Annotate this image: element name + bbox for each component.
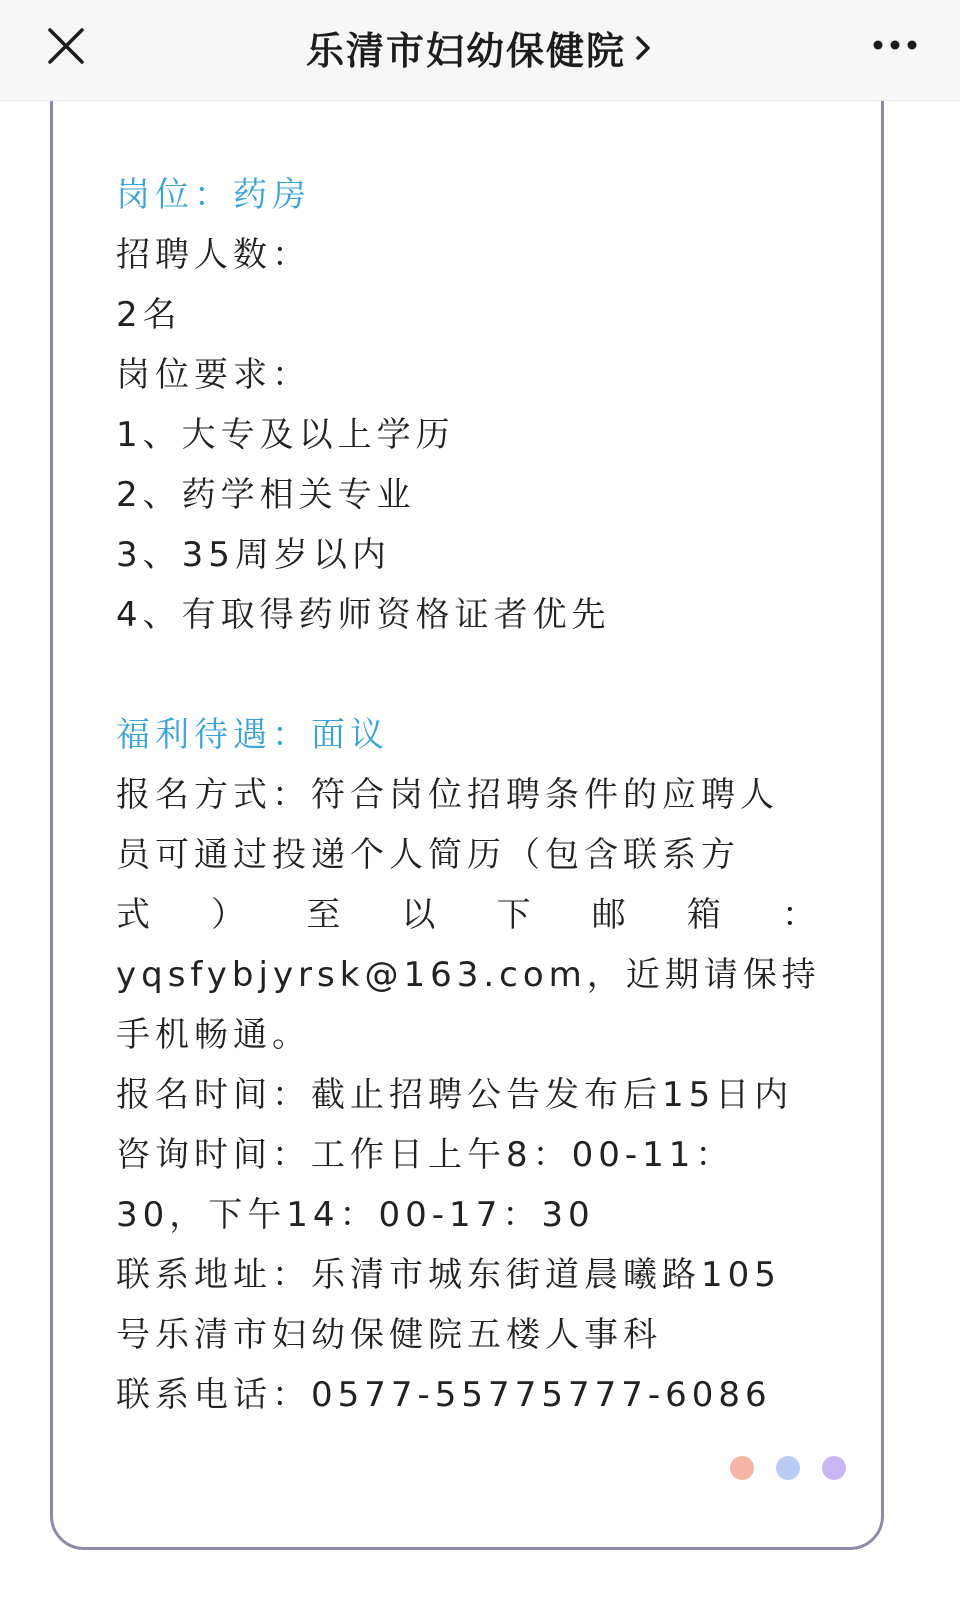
consult-time-line: 咨询时间：工作日上午8：00-11： [116,1135,735,1175]
dot-icon [776,1456,800,1480]
more-icon[interactable] [870,30,920,60]
apply-method-char: 下 [496,895,531,935]
chevron-right-icon [632,30,654,66]
dot-icon [822,1456,846,1480]
apply-method-char: ） [211,895,246,935]
apply-time-line: 报名时间：截止招聘公告发布后15日内 [116,1075,794,1115]
phone-line[interactable]: 联系电话：0577-55775777-6086 [116,1375,772,1415]
article-body [116,165,821,1425]
apply-method-char: 式 [116,895,150,935]
email-line[interactable]: yqsfybjyrsk@163.com，近期请保持 [116,955,821,995]
apply-method-line: 手机畅通。 [116,1015,311,1055]
recruit-count-value: 2名 [116,295,182,335]
apply-method-line: 报名方式：符合岗位招聘条件的应聘人 [116,775,779,815]
apply-method-char: 以 [401,895,436,935]
requirement-item: 3、35周岁以内 [116,535,391,575]
position-heading: 岗位：药房 [116,175,311,215]
apply-method-line: 员可通过投递个人简历（包含联系方 [116,835,740,875]
page-title: 乐清市妇幼保健院 [305,29,626,73]
apply-method-char: ： [781,895,816,935]
requirements-label: 岗位要求： [116,355,311,395]
decorative-dots [730,1456,868,1484]
apply-method-char: 邮 [591,895,626,935]
top-nav-bar [0,0,960,101]
apply-method-char: 箱 [686,895,721,935]
consult-time-line: 30，下午14：00-17：30 [116,1195,595,1235]
benefits-heading: 福利待遇：面议 [116,715,389,755]
address-line: 号乐清市妇幼保健院五楼人事科 [116,1315,662,1355]
account-title-button[interactable] [0,20,960,75]
apply-method-line [116,885,816,945]
paragraph-gap [116,645,816,705]
recruit-count-label: 招聘人数： [116,235,311,275]
apply-method-char: 至 [306,895,341,935]
address-line: 联系地址：乐清市城东街道晨曦路105 [116,1255,781,1295]
requirement-item: 1、大专及以上学历 [116,415,455,455]
requirement-item: 4、有取得药师资格证者优先 [116,595,611,635]
dot-icon [730,1456,754,1480]
requirement-item: 2、药学相关专业 [116,475,416,515]
